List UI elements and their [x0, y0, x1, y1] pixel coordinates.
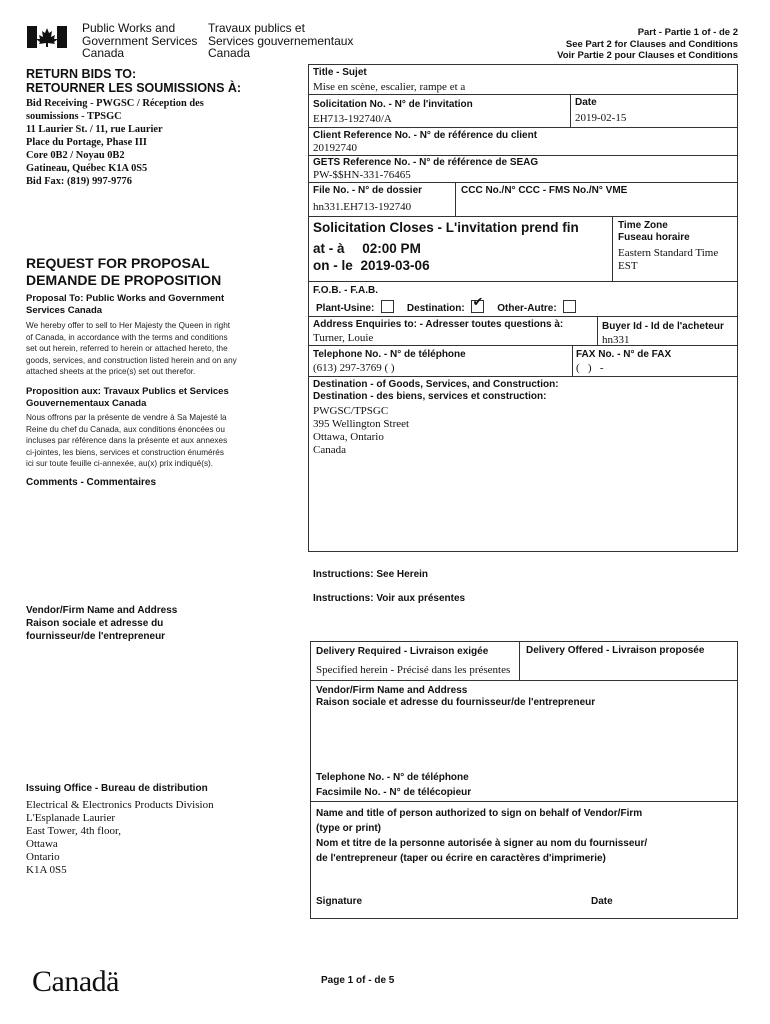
closing-date-value: 2019-03-06: [360, 258, 430, 273]
proposal-to-line: Proposal To: Public Works and Government: [26, 293, 225, 304]
issuing-address-line: East Tower, 4th floor,: [26, 825, 121, 837]
comments-label: Comments - Commentaires: [26, 477, 157, 488]
vendor-firm-label: [316, 685, 595, 709]
address-line: Bid Receiving - PWGSC / Réception des: [26, 98, 204, 109]
dest-label-line: Destination - des biens, services et construction:: [313, 391, 547, 402]
vendor-firm-heading-left: [26, 604, 177, 643]
destination-goods-value: [313, 405, 409, 457]
fob-options: [316, 300, 576, 315]
vendor-label-line: Raison sociale et adresse du fournisseur/de l'entrepreneur: [316, 697, 596, 708]
offer-line: incluses par référence dans la présente et aux annexes: [26, 436, 228, 446]
dest-label-line: Destination - of Goods, Services, and Construction:: [313, 379, 559, 390]
dept-fr-line: Canada: [208, 46, 251, 60]
signature-date-label: Date: [591, 896, 613, 907]
dest-value-line: Ottawa, Ontario: [313, 431, 384, 443]
dept-en-line: Government Services: [82, 33, 198, 48]
date-value: 2019-02-15: [575, 112, 627, 124]
offer-line: Reine du chef du Canada, aux conditions énoncées ou: [26, 424, 225, 434]
address-line: Core 0B2 / Noyau 0B2: [26, 150, 125, 161]
solicitation-no-value: EH713-192740/A: [313, 113, 392, 125]
address-enquiries-label: Address Enquiries to: - Adresser toutes questions à:: [313, 319, 564, 330]
delivery-required-value: Specified herein - Précisé dans les présentes: [316, 664, 511, 676]
fob-label: F.O.B. - F.A.B.: [313, 285, 378, 296]
offer-line: goods, services, and construction listed herein and on any: [26, 355, 237, 365]
see-part-en: See Part 2 for Clauses and Conditions: [565, 38, 738, 50]
auth-label-line: Nom et titre de la personne autorisée à signer au nom du fournisseur/: [316, 838, 648, 849]
return-bids-fr: RETOURNER LES SOUMISSIONS À:: [26, 81, 242, 95]
rfp-title-en: REQUEST FOR PROPOSAL: [26, 255, 210, 271]
offer-line: ci-jointes, les biens, services et construction énumérés: [26, 447, 224, 457]
offer-line: set out herein, referred to herein or attached hereto, the: [26, 344, 228, 354]
file-no-label: File No. - N° de dossier: [313, 185, 423, 196]
other-checkbox[interactable]: [563, 300, 576, 313]
dest-value-line: Canada: [313, 444, 346, 456]
proposal-to-line: Gouvernementaux Canada: [26, 397, 147, 409]
proposal-to-en: [26, 293, 224, 316]
title-label: Title - Sujet: [313, 67, 367, 78]
delivery-required-label: Delivery Required - Livraison exigée: [316, 646, 489, 657]
proposal-to-line: Services Canada: [26, 304, 103, 316]
dept-fr-line: Travaux publics et: [208, 21, 305, 35]
canada-flag-icon: [27, 26, 67, 48]
rfp-title: [26, 255, 221, 289]
vendor-heading-line: Vendor/Firm Name and Address: [26, 605, 178, 616]
dept-en-line: Canada: [82, 46, 125, 60]
destination-label: Destination:: [406, 303, 465, 314]
telephone-label: Telephone No. - N° de téléphone: [313, 349, 466, 360]
offer-text-fr: [26, 412, 227, 470]
canada-wordmark-logo: Canadä: [32, 965, 119, 998]
rfp-title-fr: DEMANDE DE PROPOSITION: [26, 272, 222, 288]
destination-checkbox[interactable]: [471, 300, 484, 313]
vendor-label-line: Vendor/Firm Name and Address: [316, 685, 468, 696]
closing-time-row: [313, 241, 421, 257]
part-line: Part - Partie 1 of - de 2: [637, 27, 738, 38]
vendor-heading-line: fournisseur/de l'entrepreneur: [26, 631, 166, 642]
part-info: [557, 27, 738, 62]
address-line: Place du Portage, Phase III: [26, 137, 147, 148]
return-bids-en: RETURN BIDS TO:: [26, 67, 137, 81]
closing-time-value: 02:00 PM: [362, 241, 421, 256]
address-line: soumissions - TPSGC: [26, 111, 122, 122]
issuing-address-line: Ottawa: [26, 838, 58, 850]
delivery-offered-label: Delivery Offered - Livraison proposée: [526, 645, 705, 656]
dest-value-line: PWGSC/TPSGC: [313, 405, 389, 417]
on-label: on - le: [313, 258, 353, 273]
instructions-fr: Instructions: Voir aux présentes: [313, 593, 466, 604]
return-address: [26, 97, 204, 188]
issuing-address-line: L'Esplanade Laurier: [26, 812, 116, 824]
gets-ref-value: PW-$$HN-331-76465: [313, 169, 411, 181]
see-part-fr: Voir Partie 2 pour Clauses et Conditions: [557, 50, 738, 61]
offer-line: We hereby offer to sell to Her Majesty the Queen in right: [26, 321, 231, 330]
vendor-facsimile-label: Facsimile No. - N° de télécopieur: [316, 787, 472, 798]
offer-line: of Canada, in accordance with the terms and conditions: [26, 332, 228, 342]
closing-date-row: [313, 258, 430, 274]
telephone-value: (613) 297-3769 ( ): [313, 362, 395, 374]
buyer-id-value: hn331: [602, 334, 630, 345]
address-enquiries-value: Turner, Louie: [313, 332, 374, 344]
buyer-id-label: Buyer Id - Id de l'acheteur: [602, 321, 724, 332]
client-ref-label: Client Reference No. - N° de référence du client: [313, 130, 538, 141]
solicitation-closes-label: Solicitation Closes - L'invitation prend fin: [313, 220, 579, 235]
page-number: Page 1 of - de 5: [321, 975, 395, 986]
ccc-no-label: CCC No./N° CCC - FMS No./N° VME: [461, 185, 628, 196]
date-label: Date: [575, 97, 597, 108]
vendor-telephone-label: Telephone No. - N° de téléphone: [316, 772, 469, 783]
other-label: Other-Autre:: [497, 303, 557, 314]
time-zone-label: [618, 220, 690, 244]
signature-label: Signature: [316, 896, 363, 907]
dept-en-line: Public Works and: [82, 21, 176, 35]
vendor-heading-line: Raison sociale et adresse du: [26, 618, 164, 629]
fax-value: ( ) -: [576, 362, 604, 374]
issuing-office-address: [26, 799, 214, 877]
return-bids-heading: [26, 67, 241, 95]
offer-line: Nous offrons par la présente de vendre à Sa Majesté la: [26, 413, 227, 422]
tz-value-line: EST: [618, 260, 638, 272]
address-line: 11 Laurier St. / 11, rue Laurier: [26, 124, 163, 135]
issuing-address-line: K1A 0S5: [26, 864, 67, 876]
offer-line: attached sheets at the price(s) set out therefor.: [26, 367, 196, 377]
tz-label-line: Time Zone: [618, 220, 668, 231]
offer-text-en: [26, 320, 237, 378]
address-line: Gatineau, Québec K1A 0S5: [26, 163, 148, 174]
gets-ref-label: GETS Reference No. - N° de référence de SEAG: [313, 157, 539, 168]
plant-checkbox[interactable]: [381, 300, 394, 313]
issuing-address-line: Ontario: [26, 851, 60, 863]
auth-label-line: Name and title of person authorized to sign on behalf of Vendor/Firm: [316, 808, 643, 819]
tz-label-line: Fuseau horaire: [618, 232, 690, 243]
fax-label: FAX No. - N° de FAX: [576, 349, 672, 360]
proposal-to-fr: [26, 386, 229, 409]
authorized-person-label: [316, 806, 647, 866]
dept-fr-line: Services gouvernementaux: [208, 33, 354, 48]
destination-goods-label: [313, 379, 559, 403]
offer-line: ici sur toute feuille ci-annexée, au(x) prix indiqué(s).: [26, 459, 214, 469]
proposal-to-line: Proposition aux: Travaux Publics et Services: [26, 386, 229, 397]
auth-label-line: de l'entrepreneur (taper ou écrire en caractères d'imprimerie): [316, 853, 606, 864]
department-name-en: [82, 22, 197, 60]
auth-label-line: (type or print): [316, 823, 381, 834]
file-no-value: hn331.EH713-192740: [313, 201, 412, 213]
department-name-fr: [208, 22, 353, 60]
address-line: Bid Fax: (819) 997-9776: [26, 176, 132, 187]
plant-label: Plant-Usine:: [316, 303, 375, 314]
client-ref-value: 20192740: [313, 142, 357, 154]
instructions-en: Instructions: See Herein: [313, 569, 429, 580]
solicitation-no-label: Solicitation No. - N° de l'invitation: [313, 99, 473, 110]
time-zone-value: [618, 247, 718, 273]
at-label: at - à: [313, 241, 345, 256]
issuing-address-line: Electrical & Electronics Products Division: [26, 799, 214, 811]
issuing-office-label: Issuing Office - Bureau de distribution: [26, 783, 208, 794]
dest-value-line: 395 Wellington Street: [313, 418, 410, 430]
title-value: Mise en scène, escalier, rampe et a: [313, 81, 466, 93]
tz-value-line: Eastern Standard Time: [618, 247, 719, 259]
